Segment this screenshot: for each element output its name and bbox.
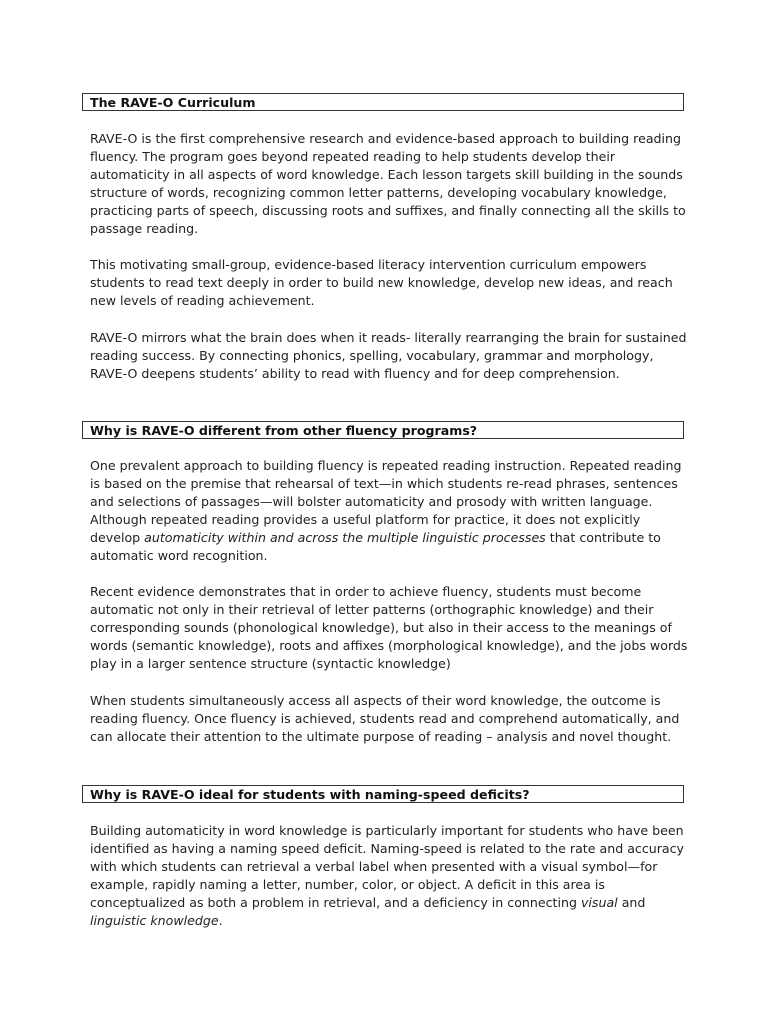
emphasis-text: linguistic knowledge [90,913,219,929]
section-heading-text: The RAVE-O Curriculum [90,95,256,110]
paragraph: RAVE-O is the first comprehensive research and evidence-based approach to building reading fluency. The program goes beyond repeated reading to help students develop their automaticity in all aspects of word knowledge. Each lesson targets skill building in the sounds structure of words, recognizing common letter patterns, developing vocabulary knowledge, practicing parts of speech, discussing roots and suffixes, and finally connecting all the skills to passage reading. [90,131,686,237]
paragraph: This motivating small-group, evidence-based literacy intervention curriculum empowers students to read text deeply in order to build new knowledge, develop new ideas, and reach new levels of reading achievement. [90,257,673,309]
section-heading-curriculum [82,93,684,111]
section-heading-text: Why is RAVE-O ideal for students with naming-speed deficits? [90,787,530,802]
paragraph: RAVE-O mirrors what the brain does when it reads- literally rearranging the brain for sustained reading success. By connecting phonics, spelling, vocabulary, grammar and morphology, RAVE-O deepens students’ ability to read with fluency and for deep comprehension. [90,330,687,382]
section-heading-different [82,421,684,439]
paragraph [90,822,690,931]
paragraph: When students simultaneously access all aspects of their word knowledge, the outcome is reading fluency. Once fluency is achieved, students read and comprehend automatically, and can allocate their attention to the ultimate purpose of reading – analysis and novel thought. [90,693,680,745]
section-heading-naming-speed [82,785,684,803]
section-heading-text: Why is RAVE-O different from other fluency programs? [90,423,478,438]
paragraph-text: . [218,913,223,929]
paragraph: Recent evidence demonstrates that in order to achieve fluency, students must become automatic not only in their retrieval of letter patterns (orthographic knowledge) and their corresponding sounds (phonological knowledge), but also in their access to the meanings of words (semantic knowledge), roots and affixes (morphological knowledge), and the jobs words play in a larger sentence structure (syntactic knowledge) [90,584,688,672]
emphasis-text: visual [580,895,618,911]
paragraph-text: One prevalent approach to building fluency is repeated reading instruction. Repeated reading is based on the premise that rehearsal of text—in which students re-read phrases, sentences and selections of passages—will bolster automaticity and prosody with written language. Although repeated reading provides a useful platform for practice, it does not explicitly develop [90,458,682,546]
emphasis-text: automaticity within and across the multiple linguistic processes [144,530,546,546]
paragraph-text: Building automaticity in word knowledge is particularly important for students who have been identified as having a naming speed deficit. Naming-speed is related to the rate and accuracy with which students can retrieval a verbal label when presented with a visual symbol—for example, rapidly naming a letter, number, color, or object. A deficit in this area is conceptualized as both a problem in retrieval, and a deficiency in connecting [90,823,685,911]
paragraph-text: and [617,895,646,911]
paragraph [90,457,690,566]
paragraph-text: that contribute to automatic word recognition. [90,530,661,564]
